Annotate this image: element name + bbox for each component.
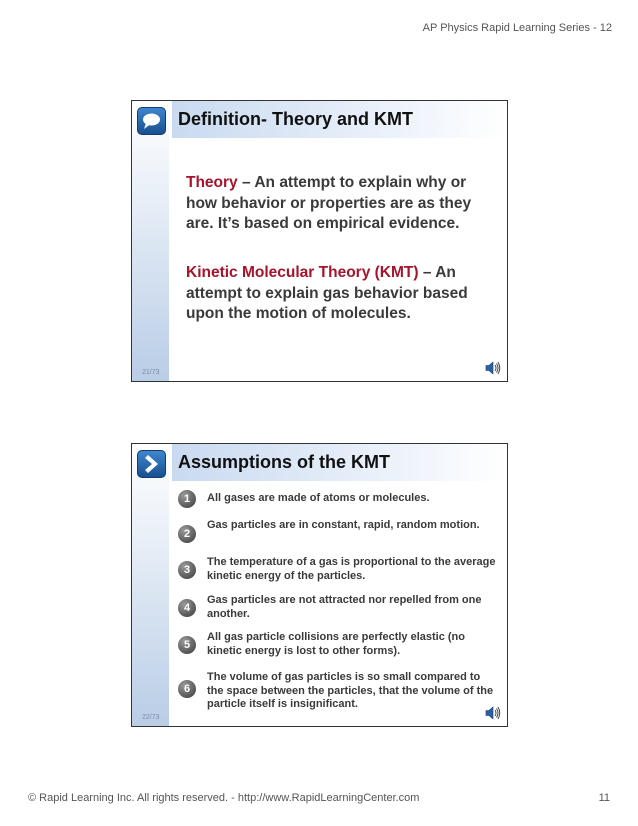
footer-page-number: 11 [598, 792, 610, 804]
slide-number: 22/73 [142, 714, 160, 721]
definition-text: – An attempt to explain gas behavior based upon the motion of molecules. [186, 264, 468, 322]
slide-title: Definition- Theory and KMT [178, 109, 413, 129]
slide-sidebar [132, 444, 169, 726]
definition-kmt [186, 263, 496, 325]
assumption-text: The temperature of a gas is proportional to the average kinetic energy of the particles. [207, 556, 496, 582]
number-badge: 1 [178, 490, 196, 508]
definition-term: Theory [186, 174, 238, 191]
assumption-text: All gas particle collisions are perfectly elastic (no kinetic energy is lost to other forms). [207, 631, 465, 657]
title-divider [172, 481, 507, 482]
number-badge: 5 [178, 636, 196, 654]
assumption-text: Gas particles are not attracted nor repelled from one another. [207, 594, 482, 620]
slide-title: Assumptions of the KMT [178, 452, 390, 472]
chevron-right-icon [137, 450, 166, 478]
slide-sidebar [132, 101, 169, 381]
number-badge: 3 [178, 561, 196, 579]
footer-copyright: © Rapid Learning Inc. All rights reserved. - http://www.RapidLearningCenter.com [28, 792, 420, 804]
definition-term: Kinetic Molecular Theory (KMT) [186, 264, 419, 281]
definition-text: – An attempt to explain why or how behavior or properties are as they are. It’s based on empirical evidence. [186, 174, 472, 232]
assumption-text: The volume of gas particles is so small compared to the space between the particles, that the volume of the particle itself is insignificant. [207, 671, 494, 710]
title-divider [172, 138, 507, 139]
speech-bubble-icon [137, 107, 166, 135]
definition-theory [186, 173, 496, 235]
number-badge: 6 [178, 680, 196, 698]
slide-21 [131, 100, 508, 382]
number-badge: 2 [178, 525, 196, 543]
assumption-text: All gases are made of atoms or molecules. [207, 492, 430, 504]
series-header: AP Physics Rapid Learning Series - 12 [422, 22, 612, 34]
slide-22 [131, 443, 508, 727]
slide-number: 21/73 [142, 369, 160, 376]
speaker-icon[interactable] [485, 705, 501, 721]
assumption-text: Gas particles are in constant, rapid, random motion. [207, 519, 480, 531]
number-badge: 4 [178, 599, 196, 617]
speaker-icon[interactable] [485, 360, 501, 376]
